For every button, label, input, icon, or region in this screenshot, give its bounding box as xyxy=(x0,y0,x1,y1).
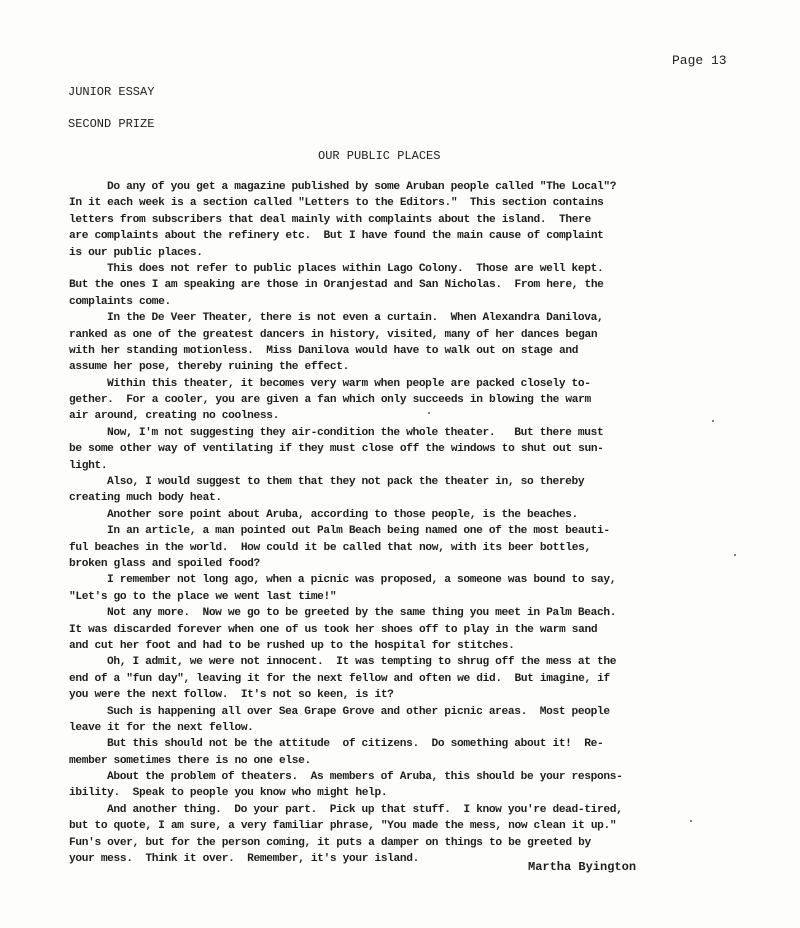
essay-line: This does not refer to public places within Lago Colony. Those are well kept. xyxy=(107,262,604,275)
essay-line: Do any of you get a magazine published by some Aruban people called "The Local"? xyxy=(107,181,617,193)
essay-line: but to quote, I am sure, a very familiar phrase, "You made the mess, now clean it up." xyxy=(69,820,617,833)
essay-line: end of a "fun day", leaving it for the next fellow and often we did. But imagine, if xyxy=(69,672,610,685)
essay-line: is our public places. xyxy=(69,246,203,259)
essay-line: In it each week is a section called "Letters to the Editors." This section contains xyxy=(69,197,604,210)
essay-line: About the problem of theaters. As members of Aruba, this should be your respons- xyxy=(107,771,623,784)
essay-line: And another thing. Do your part. Pick up that stuff. I know you're dead-tired, xyxy=(107,803,623,816)
essay-line: letters from subscribers that deal mainly with complaints about the island. There xyxy=(69,213,591,226)
essay-line: Fun's over, but for the person coming, it puts a damper on things to be greeted by xyxy=(69,836,591,849)
essay-line: Also, I would suggest to them that they not pack the theater in, so thereby xyxy=(107,476,585,489)
essay-line: broken glass and spoiled food? xyxy=(69,557,260,570)
essay-line: Oh, I admit, we were not innocent. It was tempting to shrug off the mess at the xyxy=(107,656,617,669)
essay-line: member sometimes there is no one else. xyxy=(69,754,311,767)
essay-line: Such is happening all over Sea Grape Grove and other picnic areas. Most people xyxy=(107,705,610,718)
essay-line: But this should not be the attitude of citizens. Do something about it! Re- xyxy=(107,738,604,751)
essay-line: be some other way of ventilating if they must close off the windows to shut out sun- xyxy=(69,443,604,456)
page-number: Page 13 xyxy=(672,53,727,68)
essay-line: Another sore point about Aruba, according to those people, is the beaches. xyxy=(107,508,578,521)
essay-line: Within this theater, it becomes very warm when people are packed closely to- xyxy=(107,377,591,390)
scan-speck xyxy=(690,820,692,822)
essay-line: I remember not long ago, when a picnic was proposed, a someone was bound to say, xyxy=(107,574,617,587)
essay-line: you were the next follow. It's not so keen, is it? xyxy=(69,689,394,702)
award-label: SECOND PRIZE xyxy=(68,117,155,131)
essay-line: gether. For a cooler, you are given a fan which only succeeds in blowing the warm xyxy=(69,394,591,407)
essay-line: ful beaches in the world. How could it be called that now, with its beer bottles, xyxy=(69,541,591,554)
scan-speck xyxy=(712,420,714,422)
essay-line: with her standing motionless. Miss Danilova would have to walk out on stage and xyxy=(69,344,579,357)
essay-line: complaints come. xyxy=(69,295,171,308)
essay-line: Not any more. Now we go to be greeted by the same thing you meet in Palm Beach. xyxy=(107,607,617,620)
essay-line: ibility. Speak to people you know who might help. xyxy=(69,787,388,800)
essay-line: It was discarded forever when one of us took her shoes off to play in the warm sand xyxy=(69,623,598,636)
scan-speck xyxy=(734,554,736,556)
essay-line: your mess. Think it over. Remember, it's your island. xyxy=(69,853,419,866)
essay-line: ranked as one of the greatest dancers in history, visited, many of her dances began xyxy=(69,328,598,341)
essay-line: assume her pose, thereby ruining the effect. xyxy=(69,361,349,374)
essay-line: and cut her foot and had to be rushed up to the hospital for stitches. xyxy=(69,639,515,652)
essay-line: "Let's go to the place we went last time!" xyxy=(69,590,337,603)
scan-speck xyxy=(428,412,430,414)
essay-title: OUR PUBLIC PLACES xyxy=(318,149,441,163)
essay-body xyxy=(69,179,749,867)
essay-line: air around, creating no coolness. xyxy=(69,410,279,423)
essay-category: JUNIOR ESSAY xyxy=(68,85,155,99)
essay-line: But the ones I am speaking are those in Oranjestad and San Nicholas. From here, the xyxy=(69,279,604,292)
essay-line: In an article, a man pointed out Palm Beach being named one of the most beauti- xyxy=(107,525,610,538)
author-signature: Martha Byington xyxy=(528,860,637,874)
essay-line: leave it for the next fellow. xyxy=(69,721,254,734)
essay-line: are complaints about the refinery etc. But I have found the main cause of complaint xyxy=(69,230,604,243)
essay-line: Now, I'm not suggesting they air-condition the whole theater. But there must xyxy=(107,426,604,439)
essay-line: creating much body heat. xyxy=(69,492,222,505)
essay-line: light. xyxy=(69,459,108,472)
essay-line: In the De Veer Theater, there is not even a curtain. When Alexandra Danilova, xyxy=(107,312,604,325)
